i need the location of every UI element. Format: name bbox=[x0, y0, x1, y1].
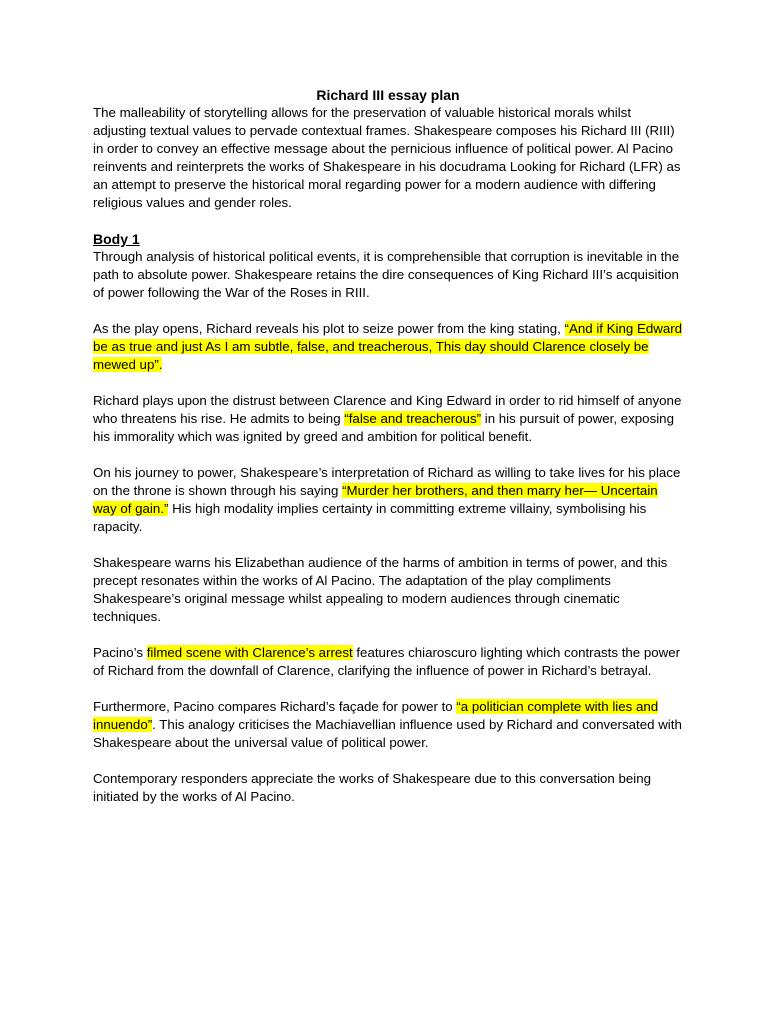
body-paragraph: Shakespeare warns his Elizabethan audience of the harms of ambition in terms of power, and this precept resonates within the works of Al Pacino. The adaptation of the play compliments Shakespeare’s original message whilst appealing to modern audiences through cinematic techniques. bbox=[93, 555, 668, 624]
paragraph-text: Furthermore, Pacino compares Richard’s façade for power to bbox=[93, 699, 457, 714]
highlighted-quote: filmed scene with Clarence’s arrest bbox=[146, 645, 353, 660]
highlighted-quote: “a politician complete with lies and innuendo” bbox=[93, 699, 659, 732]
section-heading-body-1: Body 1 bbox=[93, 231, 140, 247]
body-paragraph bbox=[93, 698, 683, 752]
body-paragraph bbox=[93, 464, 683, 536]
paragraph-text: Pacino’s bbox=[93, 645, 147, 660]
highlighted-quote: “And if King Edward be as true and just As I am subtle, false, and treacherous, This day should Clarence closely be mewed up”. bbox=[93, 321, 683, 372]
intro-paragraph: The malleability of storytelling allows for the preservation of valuable historical morals whilst adjusting textual values to pervade contextual frames. Shakespeare composes his Richard III (RIII) in order to convey an effective message about the pernicious influence of political power. Al Pacino reinvents and reinterprets the works of Shakespeare in his docudrama Looking for Richard (LFR) as an attempt to preserve the historical moral regarding power for a modern audience with differing religious values and gender roles. bbox=[93, 105, 681, 210]
paragraph-text: On his journey to power, Shakespeare’s interpretation of Richard as willing to take lives for his place on the throne is shown through his saying bbox=[93, 465, 681, 498]
body-paragraph bbox=[93, 320, 683, 374]
paragraph-text: in his pursuit of power, exposing his immorality which was ignited by greed and ambition for political benefit. bbox=[93, 411, 674, 444]
paragraph-text: As the play opens, Richard reveals his plot to seize power from the king stating, bbox=[93, 321, 565, 336]
paragraph-text: Richard plays upon the distrust between Clarence and King Edward in order to rid himself of anyone who threatens his rise. He admits to being bbox=[93, 393, 682, 426]
body-paragraph: Through analysis of historical political events, it is comprehensible that corruption is inevitable in the path to absolute power. Shakespeare retains the dire consequences of King Richard III’s acquisition of power following the War of the Roses in RIII. bbox=[93, 249, 680, 300]
body-paragraph bbox=[93, 644, 683, 680]
paragraph-text: . This analogy criticises the Machiavellian influence used by Richard and conversated with Shakespeare about the universal value of political power. bbox=[93, 717, 682, 750]
highlighted-quote: “false and treacherous” bbox=[344, 411, 482, 426]
highlighted-quote: “Murder her brothers, and then marry her— Uncertain way of gain.” bbox=[93, 483, 658, 516]
paragraph-text: His high modality implies certainty in committing extreme villainy, symbolising his rapacity. bbox=[93, 501, 647, 534]
document-title: Richard III essay plan bbox=[316, 87, 460, 103]
paragraph-text: features chiaroscuro lighting which contrasts the power of Richard from the downfall of Clarence, clarifying the influence of power in Richard’s betrayal. bbox=[93, 645, 681, 678]
document-page bbox=[93, 86, 683, 824]
body-paragraph: Contemporary responders appreciate the works of Shakespeare due to this conversation being initiated by the works of Al Pacino. bbox=[93, 771, 652, 804]
body-paragraph bbox=[93, 392, 683, 446]
